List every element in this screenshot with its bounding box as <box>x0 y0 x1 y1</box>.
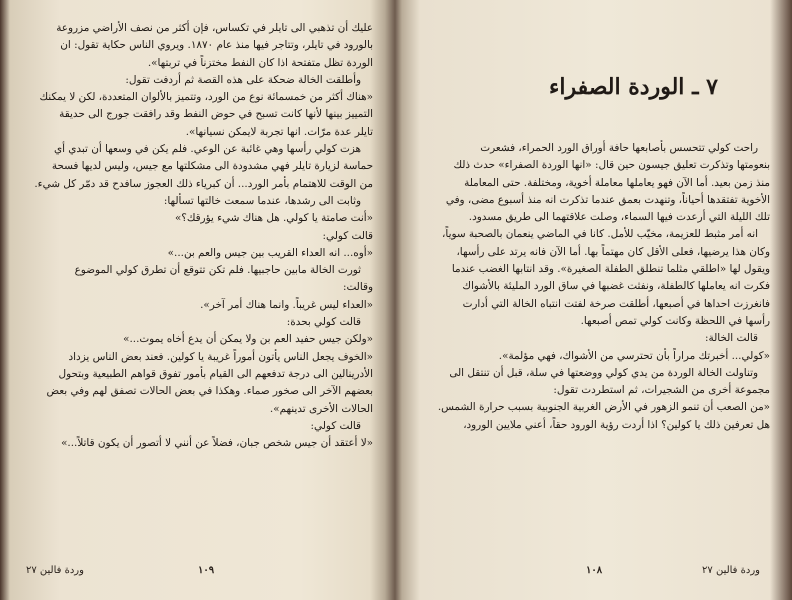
text-line: منذ زمن بعيد. أما الآن فهو يعاملها معاملة أخوية، ومختلفة. حتى المعاملة <box>464 176 770 189</box>
text-line: بعضهم الآخر الى صخور صماء. وهكذا في بعض الحالات تصفق لهم وفي بعض <box>46 385 373 398</box>
text-line: «من الصعب أن تنمو الزهور في الأرض الغربية الجنوبية بسبب حرارة الشمس. <box>437 401 770 414</box>
text-line: التمييز بينها لأنها كانت تسبح في حوض النفط وقد رافقت جورج الى حديقة <box>59 108 373 121</box>
text-line: من الوقت للاهتمام بأمر الورد... أن كبرياء ذلك العجوز سافدح قد دمّر كل شيء. <box>34 177 373 190</box>
text-line: وتناولت الخالة الوردة من يدي كولي ووضعتها في سلة، قبل أن تنتقل الى <box>449 366 758 379</box>
text-line: «كولي... أخبرتك مراراً بأن تحترسي من الأشواك، فهي مؤلمة». <box>498 349 770 362</box>
left-running-title: وردة فالين ٢٧ <box>26 565 84 576</box>
text-line: قالت الخالة: <box>705 332 758 345</box>
text-line: «العداء ليس غريباً. وانما هناك أمر آخر». <box>200 298 373 311</box>
text-line: فكرت انه يعاملها كالطفلة، ونفثت غضبها في ساق الورد المليئة بالأشواك <box>462 280 770 293</box>
text-line: الأدرينالين الى درجة تدفعهم الى القيام بأمور تفوق قواهم الطبيعية وبتحول <box>58 367 373 380</box>
left-page-text <box>18 20 373 452</box>
right-page-text <box>410 140 770 434</box>
text-line: راحت كولي تتحسس بأصابعها حافة أوراق الورد الحمراء، فشعرت <box>480 142 758 154</box>
text-line: تايلر عدة مرّات. انها تجربة لايمكن نسيانها». <box>185 125 373 138</box>
text-line: وقالت: <box>342 281 373 294</box>
text-line: «لا أعتقد أن جيس شخص جبان، فضلاً عن أنني لا أتصور أن يكون قاتلاً...» <box>61 437 373 450</box>
right-page-number: ١٠٨ <box>586 565 603 576</box>
text-line: هزت كولي رأسها وهي غائبة عن الوعي. فلم يكن في وسعها أن تبدي أي <box>53 143 361 156</box>
text-line: بالورود في تايلر، وتتاجر فيها منذ عام ١٨٧٠. ويروي الناس حكاية تقول: ان <box>60 39 373 52</box>
text-line: وكان هذا يرضيها، فعلى الأقل كان مهتماً بها. أما الآن فانه يرتد على رأسها، <box>456 245 770 258</box>
text-line: فانغرزت احداها في أصبعها، أطلقت صرخة لفتت انتباه الخالة التي أدارت <box>462 297 770 310</box>
text-line: قالت كولي بحدة: <box>286 316 361 329</box>
right-page <box>410 0 770 600</box>
text-line: وثابت الى رشدها، عندما سمعت خالتها تسألها: <box>163 194 361 207</box>
text-line: تلك الليلة التي أرعدت فيها السماء، وصلت علاقتهما الى طريق مسدود. <box>468 211 770 224</box>
text-line: بنعومتها وتذكرت تعليق جيسون حين قال: «انها الوردة الصفراء» حدث ذلك <box>453 159 770 172</box>
right-running-title: وردة فالين ٢٧ <box>702 565 760 576</box>
left-page-number: ١٠٩ <box>198 565 215 576</box>
text-line: مجموعة أخرى من الشجيرات، ثم استطردت تقول: <box>553 384 770 397</box>
text-line: الحالات الأخرى تدينهم». <box>269 402 373 415</box>
text-line: رأسها في اللحظة وكانت كولي تمص أصبعها. <box>580 314 770 327</box>
left-page <box>18 0 373 600</box>
text-line: ثورت الخالة مابين حاجبيها. فلم تكن تتوقع أن تطرق كولي الموضوع <box>74 264 361 277</box>
text-line: وأطلقت الخالة ضحكة على هذه القصة ثم أردفت تقول: <box>125 73 361 86</box>
text-line: ويقول لها «اطلقي مثلما تنطلق الطفلة الصغيرة». وقد انتابها الغضب عندما <box>451 263 770 276</box>
text-line: قالت كولي: <box>310 419 361 432</box>
chapter-title: ٧ ـ الوردة الصفراء <box>549 74 718 100</box>
text-line: الأخوية تفتقدها أحياناً، وتنهدت بعمق عندما تذكرت انه منذ أسبوع مضى، وفي <box>445 193 770 206</box>
text-line: هل تعرفين ذلك يا كولين؟ اذا أردت رؤية الورود حقاً، أعني ملايين الورود، <box>463 418 770 431</box>
text-line: «ولكن جيس حفيد العم بن ولا يمكن أن يدع أخاه يموت...» <box>123 333 373 346</box>
text-line: الوردة تظل متفتحة اذا كان النفط مختزناً في تربتها». <box>147 56 373 69</box>
text-line: قالت كولي: <box>322 229 373 242</box>
text-line: «الخوف يجعل الناس يأتون أموراً غريبة يا كولين. فعند بعض الناس يزداد <box>68 350 373 363</box>
text-line: «هناك أكثر من خمسمائة نوع من الورد، وتتميز بالألوان المتعددة، لكن لا يمكنك <box>39 91 373 104</box>
text-line: انه أمر مثبط للعزيمة، مخيّب للأمل. كانا في الماضي ينعمان بالصحبة سوياً، <box>442 228 758 241</box>
text-line: «أوه... انه العداء القريب بين جيس والعم بن...» <box>167 246 373 259</box>
text-line: حماسة لزيارة تايلر فهي مشدودة الى مشكلتها مع جيس، وليس لديها فسحة <box>51 160 373 173</box>
text-line: «أنت صامتة يا كولي. هل هناك شيء يؤرقك؟» <box>174 212 373 225</box>
text-line: عليك أن تذهبي الى تايلر في تكساس، فإن أكثر من نصف الأراضي مزروعة <box>56 22 373 34</box>
